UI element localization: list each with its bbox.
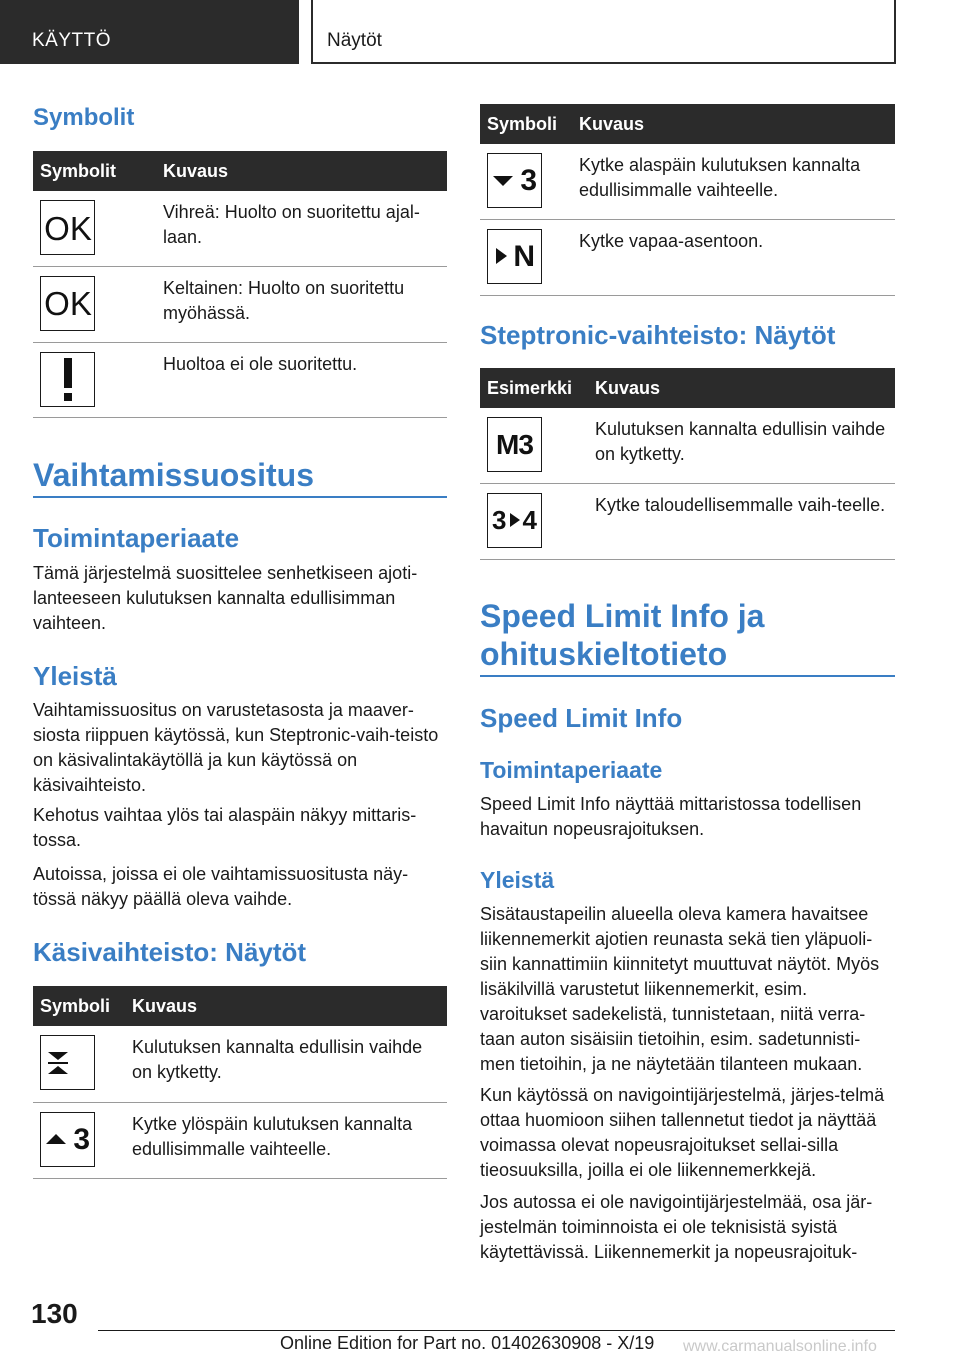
row-description: Kytke ylöspäin kulutuksen kannalta edullisimmalle vaihteelle.: [125, 1102, 447, 1178]
symbol-col-header: Symboli: [480, 104, 572, 144]
row-description: Vihreä: Huolto on suoritettu ajal-laan.: [156, 191, 447, 266]
chapter-tab: [311, 0, 896, 64]
table-row: [33, 266, 447, 342]
steptronic-heading: Steptronic-vaihteisto: Näytöt: [480, 320, 836, 350]
svg-text:OK: OK: [43, 210, 92, 245]
description-col-header: Kuvaus: [125, 986, 447, 1026]
chapter-label: Näytöt: [327, 30, 382, 51]
gear-number: 3: [73, 1122, 90, 1156]
exclamation-icon: [40, 352, 95, 407]
shift-table-continued: [480, 104, 895, 296]
gear-letter: N: [513, 239, 535, 273]
example-col-header: Esimerkki: [480, 368, 588, 408]
gear-number: 3: [520, 164, 537, 197]
manual-transmission-heading: Käsivaihteisto: Näytöt: [33, 937, 307, 967]
sli-paragraph-1: Sisätaustapeilin alueella oleva kamera havaitsee liikennemerkit ajotien reunasta sekä tien yläpuoli-siin kannattimiin kiinnitetyt muuttuvat näytöt. Myös lisäkilvillä varustetut liikennemerkit, esim. varoitukset sadekelistä, tunnistetaan, niitä verra-taan auton sisäisiin tietoihin, esim. sadetunnisti-men tietoihin, ja ne näytetään tilanteen mukaan.: [480, 904, 880, 1074]
title-rule: [33, 496, 447, 498]
m3-label: M3: [496, 429, 533, 460]
row-description: Kytke alaspäin kulutuksen kannalta edullisimmalle vaihteelle.: [572, 144, 895, 219]
sli-general-heading: Yleistä: [480, 867, 555, 893]
table-row: [480, 408, 895, 483]
symbols-heading: Symbolit: [33, 104, 135, 131]
row-description: Kytke vapaa-asentoon.: [572, 219, 895, 295]
edition-info: Online Edition for Part no. 01402630908 - X/19: [280, 1333, 655, 1353]
sli-principle-text: Speed Limit Info näyttää mittaristossa todellisen havaitun nopeusrajoituksen.: [480, 794, 862, 839]
table-row: [33, 342, 447, 417]
section-label: KÄYTTÖ: [32, 30, 112, 51]
table-row: [480, 144, 895, 219]
speed-limit-info-heading: Speed Limit Info: [480, 703, 683, 733]
shift-recommendation-title: Vaihtamissuositus: [33, 457, 314, 493]
shift-up-3-icon: [40, 1112, 95, 1167]
footer-rule: [98, 1330, 895, 1331]
principle-heading: Toimintaperiaate: [33, 523, 240, 553]
table-row: [33, 191, 447, 266]
page-number: 130: [31, 1298, 78, 1329]
optimal-gear-icon: [40, 1035, 95, 1090]
m3-icon: [487, 417, 542, 472]
description-col-header: Kuvaus: [588, 368, 895, 408]
principle-text: Tämä järjestelmä suosittelee senhetkiseen ajoti-lanteeseen kulutuksen kannalta edullisimman vaihteen.: [33, 563, 418, 633]
svg-text:OK: OK: [43, 286, 92, 320]
table-row: [480, 219, 895, 295]
gear-to: 4: [522, 504, 537, 535]
row-description: Kulutuksen kannalta edullisin vaihde on kytketty.: [588, 408, 895, 483]
ok-icon: [40, 200, 95, 255]
manual-transmission-table: [33, 986, 447, 1179]
title-rule: [480, 675, 895, 677]
speed-limit-info-title: Speed Limit Info ja ohituskieltotieto: [480, 598, 765, 672]
table-row: [33, 1102, 447, 1178]
ok-icon: [40, 276, 95, 331]
table-row: [480, 483, 895, 559]
sli-paragraph-2: Kun käytössä on navigointijärjestelmä, järjes-telmä ottaa huomioon siihen tallennetut tiedot ja näyttää voimassa olevat nopeusrajoitukset sellai-silla tieosuuksilla, joilla ei ole liikennemerkkejä.: [480, 1085, 885, 1180]
symbols-col-header: Symbolit: [33, 151, 156, 191]
general-heading: Yleistä: [33, 661, 117, 691]
shift-down-3-icon: [487, 153, 542, 208]
general-paragraph-2: Kehotus vaihtaa ylös tai alaspäin näkyy mittaris-tossa.: [33, 805, 417, 850]
general-paragraph-3: Autoissa, joissa ei ole vaihtamissuositusta näy-tössä näkyy päällä oleva vaihde.: [33, 864, 409, 909]
sli-principle-heading: Toimintaperiaate: [480, 757, 663, 783]
3-to-4-icon: [487, 493, 542, 548]
general-paragraph-1: Vaihtamissuositus on varustetasosta ja maaver-siosta riippuen käytössä, kun Steptronic-vaih-teisto on käsivalintakäytöllä ja kun käytössä on käsivaihteisto.: [33, 700, 439, 795]
symbol-col-header: Symboli: [33, 986, 125, 1026]
sli-paragraph-3: Jos autossa ei ole navigointijärjestelmää, osa jär-jestelmän toiminnoista ei ole teknisistä syistä käytettävissä. Liikennemerkit ja nopeusrajoituk-: [480, 1192, 873, 1262]
watermark: www.carmanualsonline.info: [683, 1338, 877, 1355]
table-row: [33, 1026, 447, 1102]
row-description: Huoltoa ei ole suoritettu.: [156, 342, 447, 417]
row-description: Keltainen: Huolto on suoritettu myöhässä.: [156, 266, 447, 342]
steptronic-table: [480, 368, 895, 560]
row-description: Kytke taloudellisemmalle vaih-teelle.: [588, 483, 895, 559]
symbols-table: [33, 151, 447, 418]
description-col-header: Kuvaus: [156, 151, 447, 191]
row-description: Kulutuksen kannalta edullisin vaihde on kytketty.: [125, 1026, 447, 1102]
description-col-header: Kuvaus: [572, 104, 895, 144]
section-tab: [0, 0, 299, 64]
gear-from: 3: [492, 504, 507, 535]
neutral-n-icon: [487, 229, 542, 284]
